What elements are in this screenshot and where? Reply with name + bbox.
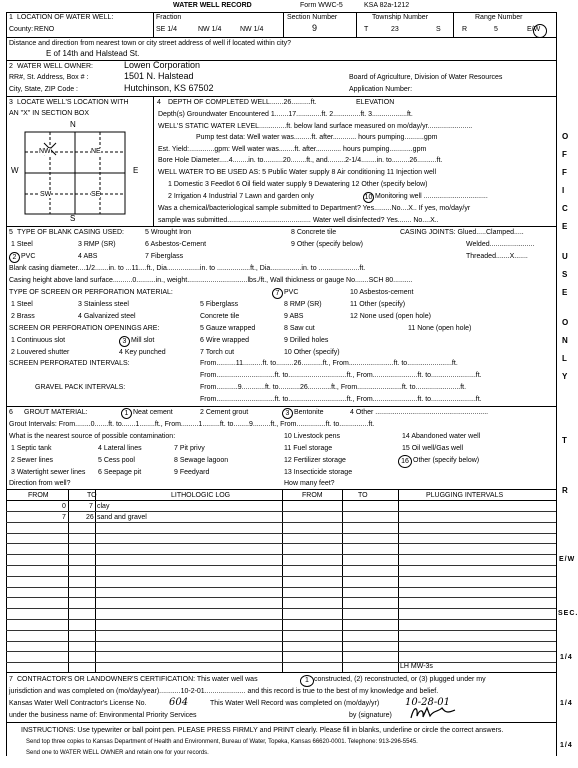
township-t: T	[364, 26, 369, 33]
contam-7: 7 Pit privy	[174, 445, 205, 452]
side-letter-7: U	[562, 252, 569, 261]
grout-intervals: Grout Intervals: From........0.......ft. to.......1........ft., From.........1.........ft. to........9.........ft., From...............ft. to...............ft.	[9, 421, 375, 428]
sec1-label: LOCATION OF WATER WELL:	[17, 14, 114, 21]
city-label: City, State, ZIP Code :	[9, 86, 78, 93]
screen-8: 8 RMP (SR)	[284, 301, 322, 308]
gpi-row-1: From...........9............ft. to...........26............ft., From.......................ft. to.......................ft.	[200, 384, 467, 391]
log-row-line	[6, 576, 556, 577]
log-row-line	[6, 651, 556, 652]
contam-9: 9 Feedyard	[174, 469, 210, 476]
address-value: 1501 N. Halstead	[124, 71, 194, 81]
opening-7: 7 Torch cut	[200, 349, 235, 356]
city-value: Hutchinson, KS 67502	[124, 83, 214, 93]
log-row-line	[6, 619, 556, 620]
record-date: 10-28-01	[405, 697, 450, 708]
log-header-litho: LITHOLOGIC LOG	[171, 492, 231, 499]
section-value: 9	[312, 23, 318, 33]
screen-12: 12 None used (open hole)	[350, 313, 431, 320]
side-sec: SEC.	[558, 610, 578, 617]
elevation-label: ELEVATION	[356, 99, 395, 106]
instructions: INSTRUCTIONS: Use typewriter or ball point pen. PLEASE PRESS FIRMLY and PRINT clearly. Please fill in blanks, underline or circle the correct answers.	[21, 727, 504, 734]
screen-2: 2 Brass	[11, 313, 35, 320]
casing-8: 8 Concrete tile	[291, 229, 337, 236]
township-label: Township Number	[372, 14, 429, 21]
section-box-grid	[24, 131, 126, 215]
compass-n: N	[70, 120, 76, 129]
screen-concrete: Concrete tile	[200, 313, 240, 320]
opening-10: 10 Other (specify)	[284, 349, 340, 356]
casing-threaded: Threaded.......X.......	[466, 253, 528, 260]
screen-label: TYPE OF SCREEN OR PERFORATION MATERIAL:	[9, 289, 173, 296]
log-row-2-desc: sand and gravel	[97, 514, 147, 521]
screen-1: 1 Steel	[11, 301, 33, 308]
contam-5: 5 Cess pool	[98, 457, 135, 464]
opening-3-circle: 3	[119, 336, 130, 347]
application-label: Application Number:	[349, 86, 413, 93]
sec1-number: 1	[9, 14, 13, 21]
casing-5: 5 Wrought Iron	[145, 229, 192, 236]
quadrant-nw: NW	[39, 148, 51, 155]
section-label: Section Number	[287, 14, 338, 21]
casing-height: Casing height above land surface..........0..........in., weight...............................lbs./ft., Wall thickness or gauge No.......SCH 80..........	[9, 277, 413, 284]
screen-11: 11 Other (specify)	[350, 301, 406, 308]
opening-8: 8 Saw cut	[284, 325, 315, 332]
distance-value: E of 14th and Halstead St.	[46, 49, 140, 58]
contam-15: 15 Oil well/Gas well	[402, 445, 464, 452]
log-header-from2: FROM	[302, 492, 323, 499]
log-row-line	[6, 630, 556, 631]
log-row-line	[6, 641, 556, 642]
log-row-line	[6, 662, 556, 663]
contam-1: 1 Septic tank	[11, 445, 52, 452]
openings-label: SCREEN OR PERFORATION OPENINGS ARE:	[9, 325, 160, 332]
casing-1: 1 Steel	[11, 241, 33, 248]
feet-label: How many feet?	[284, 480, 335, 487]
form-number: Form WWC-5	[300, 2, 343, 9]
sec2-number: 2	[9, 63, 13, 70]
contam-4: 4 Lateral lines	[98, 445, 142, 452]
contam-16-circle: 16	[398, 455, 412, 468]
east-circle-mark	[533, 24, 547, 38]
log-row-line	[6, 565, 556, 566]
contam-16: Other (specify below)	[413, 457, 480, 464]
form-title: WATER WELL RECORD	[173, 2, 252, 9]
spi-label: SCREEN PERFORATED INTERVALS:	[9, 360, 130, 367]
cert-1-circle: 1	[300, 675, 314, 687]
log-row-line	[6, 543, 556, 544]
cert-line-1b: constructed, (2) reconstructed, or (3) plugged under my	[314, 676, 486, 683]
log-row-2-to: 26	[86, 514, 94, 521]
compass-e: E	[133, 166, 139, 175]
side-letter-4: I	[562, 186, 566, 195]
sec4-number: 4	[157, 99, 161, 106]
screen-7: PVC	[284, 289, 299, 296]
groundwater-line: Depth(s) Groundwater Encountered 1.......17.............ft. 2..............ft. 3..................ft.	[158, 111, 413, 118]
grout-label: GROUT MATERIAL:	[24, 409, 88, 416]
owner-value: Lowen Corporation	[124, 60, 201, 70]
opening-4: 4 Key punched	[119, 349, 166, 356]
send-line-2: Send one to WATER WELL OWNER and retain one for your records.	[26, 750, 209, 756]
grout-3: Bentonite	[294, 409, 324, 416]
casing-3: 3 RMP (SR)	[78, 241, 116, 248]
sec3-label2: AN "X" IN SECTION BOX	[9, 110, 90, 117]
side-letter-3: F	[562, 168, 568, 177]
contam-6: 6 Seepage pit	[98, 469, 142, 476]
distance-label: Distance and direction from nearest town or city street address of well if located within city?	[9, 40, 292, 47]
cert-line-1: CONTRACTOR'S OR LANDOWNER'S CERTIFICATION: This water well was	[17, 676, 258, 683]
casing-9: 9 Other (specify below)	[291, 241, 363, 248]
casing-welded: Welded.......................	[466, 241, 535, 248]
compass-s: S	[70, 214, 76, 223]
fraction-3: NW 1/4	[240, 26, 264, 33]
screen-9: 9 ABS	[284, 313, 304, 320]
contam-3: 3 Watertight sewer lines	[11, 469, 86, 476]
casing-4: 4 ABS	[78, 253, 98, 260]
contam-10: 10 Livestock pens	[284, 433, 341, 440]
use-line-1: 1 Domestic 3 Feedlot 6 Oil field water supply 9 Dewatering 12 Other (specify below)	[168, 181, 428, 188]
casing-joints: CASING JOINTS: Glued.....Clamped.....	[400, 229, 524, 236]
log-header-plug: PLUGGING INTERVALS	[426, 492, 504, 499]
owner-label: WATER WELL OWNER:	[17, 63, 93, 70]
side-letter-1: O	[562, 132, 570, 141]
casing-7: 7 Fiberglass	[145, 253, 184, 260]
side-letter-11: N	[562, 336, 569, 345]
log-header-to2: TO	[358, 492, 368, 499]
yield-line: Est. Yield:.............gpm: Well water was........ft. after............. hours pumping............gpm	[158, 146, 427, 153]
pump-test-line: Pump test data: Well water was.........ft. after............ hours pumping..........gpm	[196, 134, 438, 141]
side-letter-14: T	[562, 436, 568, 445]
range-label: Range Number	[475, 14, 523, 21]
side-ew: E/W	[559, 556, 576, 563]
casing-diameter: Blank casing diameter....1/2.......in. to ...11....ft., Dia.................in. to .................ft., Dia................in. to .....................ft.	[9, 265, 366, 272]
address-label: RR#, St. Address, Box # :	[9, 74, 89, 81]
screen-5: 5 Fiberglass	[200, 301, 239, 308]
opening-6: 6 Wire wrapped	[200, 337, 250, 344]
contam-8: 8 Sewage lagoon	[174, 457, 229, 464]
county-value: RENO	[34, 26, 55, 33]
opening-1: 1 Continuous slot	[11, 337, 66, 344]
opening-3: Mill slot	[131, 337, 155, 344]
log-row-line	[6, 511, 556, 512]
quadrant-se: SE	[91, 191, 101, 198]
use-line-2: 2 Irrigation 4 Industrial 7 Lawn and garden only	[168, 193, 314, 200]
sec3-number: 3	[9, 99, 13, 106]
contam-12: 12 Fertilizer storage	[284, 457, 346, 464]
quadrant-ne: NE	[91, 148, 101, 155]
sec3-label: LOCATE WELL'S LOCATION WITH	[17, 99, 129, 106]
side-letter-9: E	[562, 288, 569, 297]
side-letter-15: R	[562, 486, 569, 495]
log-row-line	[6, 533, 556, 534]
screen-3: 3 Stainless steel	[78, 301, 129, 308]
log-row-1-desc: clay	[97, 503, 110, 510]
side-letter-13: Y	[562, 372, 569, 381]
log-row-1-to: 7	[89, 503, 93, 510]
side-letter-6: E	[562, 222, 569, 231]
side-quarter-2: 1/4	[560, 700, 573, 707]
log-header-to: TO	[87, 492, 97, 499]
cert-line-4: under the business name of: Environmental Priority Services	[9, 712, 197, 719]
log-row-line	[6, 597, 556, 598]
township-s: S	[436, 26, 441, 33]
contam-14: 14 Abandoned water well	[402, 433, 481, 440]
township-value: 23	[391, 26, 399, 33]
bore-line: Bore Hole Diameter.....4........in. to..........20........ft., and.........2-1/4........in. to.........26..........ft.	[158, 157, 443, 164]
opening-2: 2 Louvered shutter	[11, 349, 70, 356]
spi-row-2: From..............................ft. to..............................ft., From.......................ft. to.......................ft.	[200, 372, 482, 379]
cert-line-2: jurisdiction and was completed on (mo/day/year)...........10-2-01..................... and this record is true to the best of my knowledge and belief.	[9, 688, 439, 695]
screen-10: 10 Asbestos-cement	[350, 289, 414, 296]
cert-line-3b: This Water Well Record was completed on (mo/day/yr)	[210, 700, 380, 707]
board-text: Board of Agriculture, Division of Water Resources	[349, 74, 503, 81]
range-value: 5	[494, 26, 498, 33]
log-row-line	[6, 587, 556, 588]
sec5-number: 5	[9, 229, 13, 236]
ksa-number: KSA 82a-1212	[364, 2, 410, 9]
fraction-label: Fraction	[156, 14, 182, 21]
side-quarter-3: 1/4	[560, 742, 573, 749]
contam-11: 11 Fuel storage	[284, 445, 333, 452]
log-header-from: FROM	[28, 492, 49, 499]
bact-line: Was a chemical/bacteriological sample submitted to Department? Yes.........No....X.. If yes, mo/day/yr	[158, 205, 471, 212]
use-line: WELL WATER TO BE USED AS: 5 Public Water supply 8 Air conditioning 11 Injection well	[158, 169, 437, 176]
static-level-line: WELL'S STATIC WATER LEVEL..............ft. below land surface measured on mo/day/yr.......................	[158, 123, 473, 130]
screen-7-circle: 7	[272, 288, 283, 299]
gpi-row-2: From..............................ft. to..............................ft., From.......................ft. to.......................ft.	[200, 396, 482, 403]
license-number: 604	[169, 697, 189, 708]
contam-13: 13 Insecticide storage	[284, 469, 353, 476]
side-letter-12: L	[562, 354, 568, 363]
gpi-label: GRAVEL PACK INTERVALS:	[35, 384, 126, 391]
range-ew: E/W	[527, 26, 541, 33]
signature-label: by (signature)	[349, 712, 392, 719]
log-row-line	[6, 554, 556, 555]
use-line-2b: Monitoring well .................................	[375, 193, 488, 200]
opening-11: 11 None (open hole)	[408, 325, 472, 332]
side-letter-5: C	[562, 204, 569, 213]
contamination-label: What is the nearest source of possible contamination:	[9, 433, 176, 440]
compass-w: W	[11, 166, 19, 175]
grout-3-circle: 3	[282, 408, 293, 419]
cert-line-3: Kansas Water Well Contractor's License No.	[9, 700, 147, 707]
side-letter-8: S	[562, 270, 569, 279]
use-10-circle: 10	[364, 194, 373, 201]
log-row-1-from: 0	[62, 503, 66, 510]
grout-1-circle: 1	[121, 408, 132, 419]
quadrant-sw: SW	[40, 191, 52, 198]
well-id: LH MW-3s	[400, 663, 433, 670]
signature-mark	[408, 702, 458, 722]
sec6-number: 6	[9, 409, 13, 416]
log-row-line	[6, 608, 556, 609]
grout-2: 2 Cement grout	[200, 409, 249, 416]
grout-4: 4 Other ..........................................................	[350, 409, 489, 416]
log-row-2-from: 7	[62, 514, 66, 521]
casing-6: 6 Asbestos-Cement	[145, 241, 207, 248]
contam-2: 2 Sewer lines	[11, 457, 54, 464]
log-row-line	[6, 522, 556, 523]
opening-5: 5 Gauze wrapped	[200, 325, 256, 332]
county-label: County:	[9, 26, 34, 33]
side-quarter-1: 1/4	[560, 654, 573, 661]
send-line-1: Send top three copies to Kansas Department of Health and Environment, Bureau of Water, Topeka, Kansas 66620-0001. Telephone: 913-296-5545.	[26, 739, 418, 745]
casing-2: PVC	[21, 253, 36, 260]
depth-label: DEPTH OF COMPLETED WELL.......26..........ft.	[168, 99, 317, 106]
side-letter-10: O	[562, 318, 570, 327]
spi-row-1: From..........11..........ft. to.........26...........ft., From.......................ft. to.......................ft.	[200, 360, 458, 367]
side-letter-2: F	[562, 150, 568, 159]
bact-line-2: sample was submitted........................................... Water well disinfected? Yes....... No....X..	[158, 217, 439, 224]
grout-1: Neat cement	[133, 409, 173, 416]
fraction-2: NW 1/4	[198, 26, 222, 33]
fraction-1: SE 1/4	[156, 26, 178, 33]
screen-4: 4 Galvanized steel	[78, 313, 136, 320]
direction-label: Direction from well?	[9, 480, 71, 487]
casing-label: TYPE OF BLANK CASING USED:	[17, 229, 124, 236]
sec7-number: 7	[9, 676, 13, 683]
opening-9: 9 Drilled holes	[284, 337, 329, 344]
casing-2-circle: 2	[9, 252, 20, 263]
range-r: R	[462, 26, 468, 33]
